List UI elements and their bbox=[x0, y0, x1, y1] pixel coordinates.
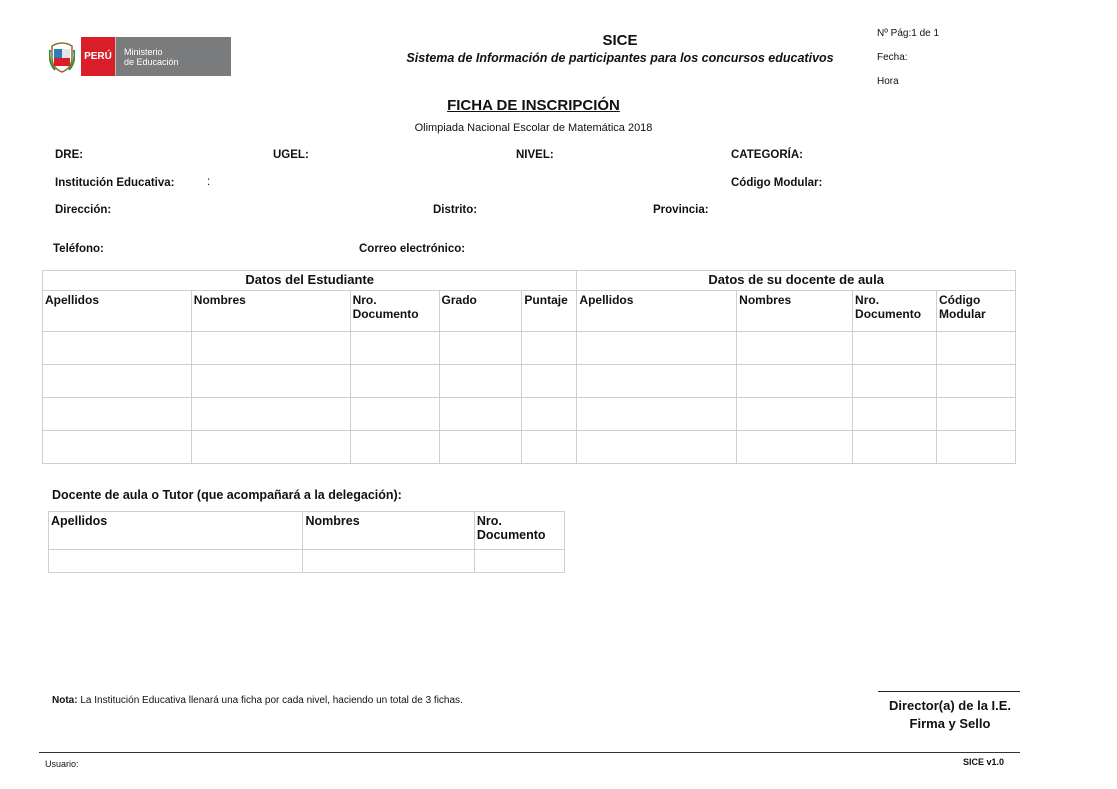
table-cell[interactable] bbox=[853, 398, 937, 431]
coat-of-arms-icon bbox=[47, 37, 77, 76]
time-label: Hora bbox=[877, 76, 899, 87]
signature-subtitle: Firma y Sello bbox=[909, 716, 991, 731]
system-subtitle: Sistema de Información de participantes para los concursos educativos bbox=[406, 51, 834, 65]
student-col-header: Nro. Documento bbox=[350, 291, 439, 332]
teacher-col-header: Código Modular bbox=[937, 291, 1016, 332]
note-label: Nota: bbox=[52, 695, 78, 706]
table-cell[interactable] bbox=[737, 365, 853, 398]
note-text: La Institución Educativa llenará una ficha por cada nivel, haciendo un total de 3 fichas. bbox=[77, 695, 463, 706]
table-cell[interactable] bbox=[350, 332, 439, 365]
table-cell[interactable] bbox=[191, 332, 350, 365]
table-cell[interactable] bbox=[191, 365, 350, 398]
table-cell[interactable] bbox=[853, 365, 937, 398]
tutor-table bbox=[48, 511, 565, 573]
correo-label: Correo electrónico: bbox=[359, 243, 466, 255]
tutor-section-title: Docente de aula o Tutor (que acompañará a la delegación): bbox=[52, 488, 402, 502]
table-cell[interactable] bbox=[191, 431, 350, 464]
table-cell[interactable] bbox=[43, 332, 192, 365]
table-cell[interactable] bbox=[439, 365, 522, 398]
table-cell[interactable] bbox=[577, 365, 737, 398]
table-cell[interactable] bbox=[43, 398, 192, 431]
table-row bbox=[43, 332, 1016, 365]
table-cell[interactable] bbox=[350, 365, 439, 398]
date-label: Fecha: bbox=[877, 52, 908, 63]
tutor-row bbox=[49, 550, 565, 573]
institucion-value: : bbox=[207, 176, 211, 188]
table-cell[interactable] bbox=[577, 398, 737, 431]
teacher-group-header: Datos de su docente de aula bbox=[577, 271, 1016, 291]
table-cell[interactable] bbox=[191, 398, 350, 431]
tutor-col-header: Apellidos bbox=[49, 512, 303, 550]
form-title: FICHA DE INSCRIPCIÓN bbox=[447, 97, 620, 114]
table-cell[interactable] bbox=[522, 431, 577, 464]
table-cell[interactable] bbox=[737, 398, 853, 431]
tutor-cell[interactable] bbox=[303, 550, 474, 573]
student-col-header: Grado bbox=[439, 291, 522, 332]
table-row bbox=[43, 365, 1016, 398]
signature-block bbox=[870, 697, 1030, 733]
tutor-col-header: Nombres bbox=[303, 512, 474, 550]
footer-divider bbox=[39, 752, 1020, 753]
signature-line bbox=[878, 691, 1020, 692]
direccion-label: Dirección: bbox=[55, 204, 112, 216]
minedu-logo bbox=[47, 37, 231, 76]
telefono-label: Teléfono: bbox=[53, 243, 104, 255]
table-cell[interactable] bbox=[937, 431, 1016, 464]
distrito-label: Distrito: bbox=[433, 204, 478, 216]
table-cell[interactable] bbox=[937, 398, 1016, 431]
teacher-col-header: Nombres bbox=[737, 291, 853, 332]
table-row bbox=[43, 398, 1016, 431]
student-group-header: Datos del Estudiante bbox=[43, 271, 577, 291]
page-number: Nº Pág:1 de 1 bbox=[877, 28, 940, 39]
table-row bbox=[43, 431, 1016, 464]
student-col-header: Nombres bbox=[191, 291, 350, 332]
table-cell[interactable] bbox=[853, 431, 937, 464]
student-col-header: Apellidos bbox=[43, 291, 192, 332]
codigo-modular-label: Código Modular: bbox=[731, 177, 823, 189]
version-label: SICE v1.0 bbox=[963, 757, 1005, 767]
table-cell[interactable] bbox=[522, 398, 577, 431]
system-name: SICE bbox=[602, 32, 638, 49]
table-cell[interactable] bbox=[853, 332, 937, 365]
table-cell[interactable] bbox=[350, 398, 439, 431]
nivel-label: NIVEL: bbox=[516, 149, 554, 161]
table-cell[interactable] bbox=[439, 398, 522, 431]
table-cell[interactable] bbox=[522, 332, 577, 365]
provincia-label: Provincia: bbox=[653, 204, 709, 216]
table-cell[interactable] bbox=[937, 365, 1016, 398]
table-cell[interactable] bbox=[522, 365, 577, 398]
table-cell[interactable] bbox=[439, 431, 522, 464]
tutor-col-header: Nro. Documento bbox=[474, 512, 564, 550]
table-cell[interactable] bbox=[577, 332, 737, 365]
ugel-label: UGEL: bbox=[273, 149, 309, 161]
note bbox=[52, 695, 463, 706]
teacher-col-header: Apellidos bbox=[577, 291, 737, 332]
table-cell[interactable] bbox=[43, 431, 192, 464]
registration-table bbox=[42, 270, 1016, 464]
teacher-col-header: Nro. Documento bbox=[853, 291, 937, 332]
event-name: Olimpiada Nacional Escolar de Matemática 2018 bbox=[414, 122, 653, 134]
table-cell[interactable] bbox=[937, 332, 1016, 365]
ministry-label bbox=[115, 37, 231, 76]
categoria-label: CATEGORÍA: bbox=[731, 149, 803, 161]
student-col-header: Puntaje bbox=[522, 291, 577, 332]
signature-title: Director(a) de la I.E. bbox=[888, 698, 1012, 713]
table-cell[interactable] bbox=[439, 332, 522, 365]
table-cell[interactable] bbox=[350, 431, 439, 464]
ministry-line1: Ministerio bbox=[124, 46, 163, 57]
ministry-line2: de Educación bbox=[124, 56, 179, 67]
table-cell[interactable] bbox=[737, 431, 853, 464]
dre-label: DRE: bbox=[55, 149, 84, 161]
table-cell[interactable] bbox=[737, 332, 853, 365]
tutor-cell[interactable] bbox=[474, 550, 564, 573]
peru-badge: PERÚ bbox=[81, 37, 115, 76]
table-cell[interactable] bbox=[577, 431, 737, 464]
institucion-label: Institución Educativa: bbox=[55, 177, 175, 189]
user-label: Usuario: bbox=[45, 759, 79, 769]
table-cell[interactable] bbox=[43, 365, 192, 398]
tutor-cell[interactable] bbox=[49, 550, 303, 573]
